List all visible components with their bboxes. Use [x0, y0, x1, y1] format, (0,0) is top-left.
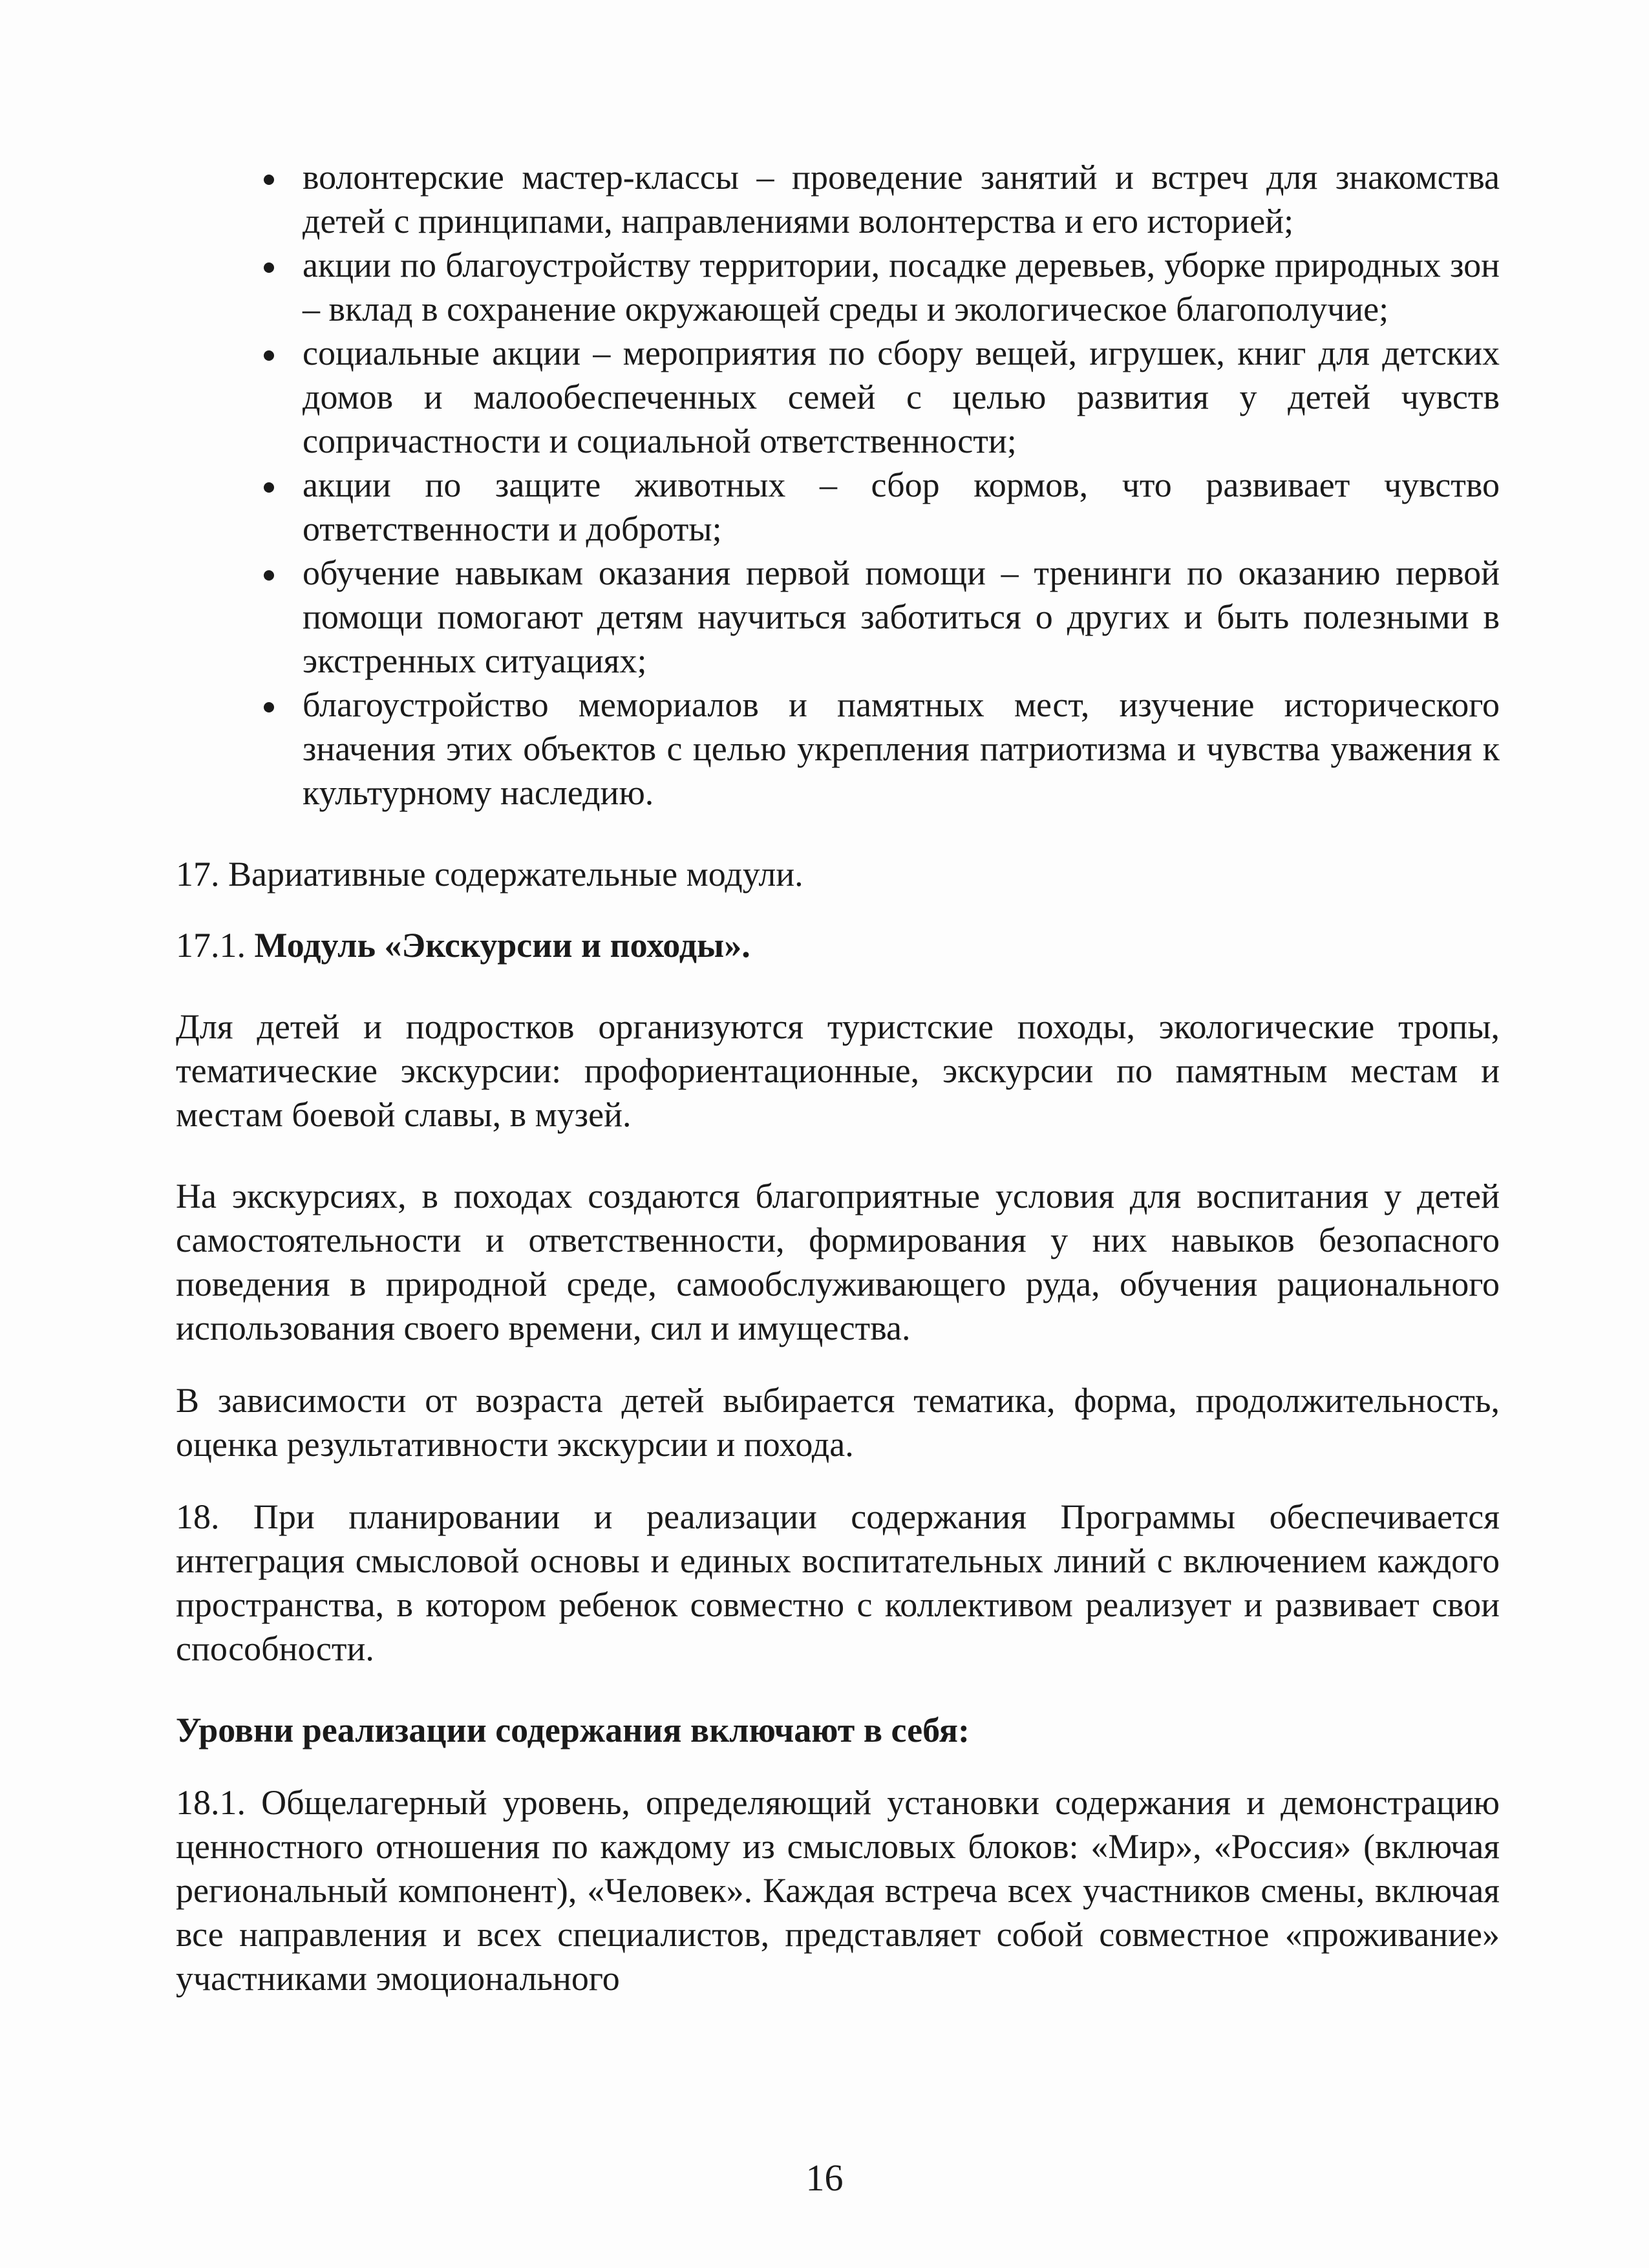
list-item	[176, 243, 1500, 331]
section-number: 17.1.	[176, 926, 255, 965]
list-item-text: социальные акции – мероприятия по сбору вещей, игрушек, книг для детских домов и малообеспеченных семей с целью развития у детей чувств сопричастности и социальной ответственности;	[303, 334, 1500, 460]
list-item-text: акции по защите животных – сбор кормов, что развивает чувство ответственности и доброты;	[303, 465, 1500, 548]
levels-heading: Уровни реализации содержания включают в себя:	[176, 1711, 970, 1749]
bullet-icon	[264, 175, 274, 185]
bullet-icon	[264, 262, 274, 273]
page-number: 16	[805, 2157, 844, 2199]
list-item-text: волонтерские мастер-классы – проведение занятий и встреч для знакомства детей с принципами, направлениями волонтерства и его историей;	[303, 158, 1500, 241]
section-17-heading: 17. Вариативные содержательные модули.	[176, 855, 803, 893]
paragraph: В зависимости от возраста детей выбирается тематика, форма, продолжительность, оценка результативности экскурсии и похода.	[176, 1381, 1500, 1464]
bullet-icon	[264, 702, 274, 712]
section-18-1-paragraph: 18.1. Общелагерный уровень, определяющий установки содержания и демонстрацию ценностного отношения по каждому из смысловых блоков: «Мир», «Россия» (включая региональный компонент), «Человек». Каждая встреча всех участников смены, включая все направления и всех специалистов, представляет собой совместное «проживание» участниками эмоционального	[176, 1783, 1500, 1998]
bullet-icon	[264, 570, 274, 581]
module-title: Модуль «Экскурсии и походы».	[254, 926, 750, 965]
paragraph: На экскурсиях, в походах создаются благоприятные условия для воспитания у детей самостоятельности и ответственности, формирования у них навыков безопасного поведения в природной среде, самообслуживающего руда, обучения рационального использования своего времени, сил и имущества.	[176, 1177, 1500, 1347]
paragraph: Для детей и подростков организуются туристские походы, экологические тропы, тематические экскурсии: профориентационные, экскурсии по памятным местам и местам боевой славы, в музей.	[176, 1007, 1500, 1134]
page-content	[176, 155, 1500, 2000]
section-18-paragraph: 18. При планировании и реализации содержания Программы обеспечивается интеграция смысловой основы и единых воспитательных линий с включением каждого пространства, в котором ребенок совместно с коллективом реализует и развивает свои способности.	[176, 1497, 1500, 1668]
list-item-text: акции по благоустройству территории, посадке деревьев, уборке природных зон – вклад в сохранение окружающей среды и экологическое благополучие;	[303, 246, 1500, 328]
bullet-icon	[264, 482, 274, 493]
list-item-text: обучение навыкам оказания первой помощи – тренинги по оказанию первой помощи помогают детям научиться заботиться о других и быть полезными в экстренных ситуациях;	[303, 553, 1500, 680]
list-item-text: благоустройство мемориалов и памятных мест, изучение исторического значения этих объектов с целью укрепления патриотизма и чувства уважения к культурному наследию.	[303, 685, 1500, 812]
list-item	[176, 551, 1500, 683]
activity-bullet-list	[176, 155, 1500, 815]
section-17-1-heading	[176, 923, 1500, 967]
list-item	[176, 463, 1500, 551]
list-item	[176, 683, 1500, 815]
bullet-icon	[264, 350, 274, 361]
list-item	[176, 155, 1500, 243]
list-item	[176, 331, 1500, 463]
